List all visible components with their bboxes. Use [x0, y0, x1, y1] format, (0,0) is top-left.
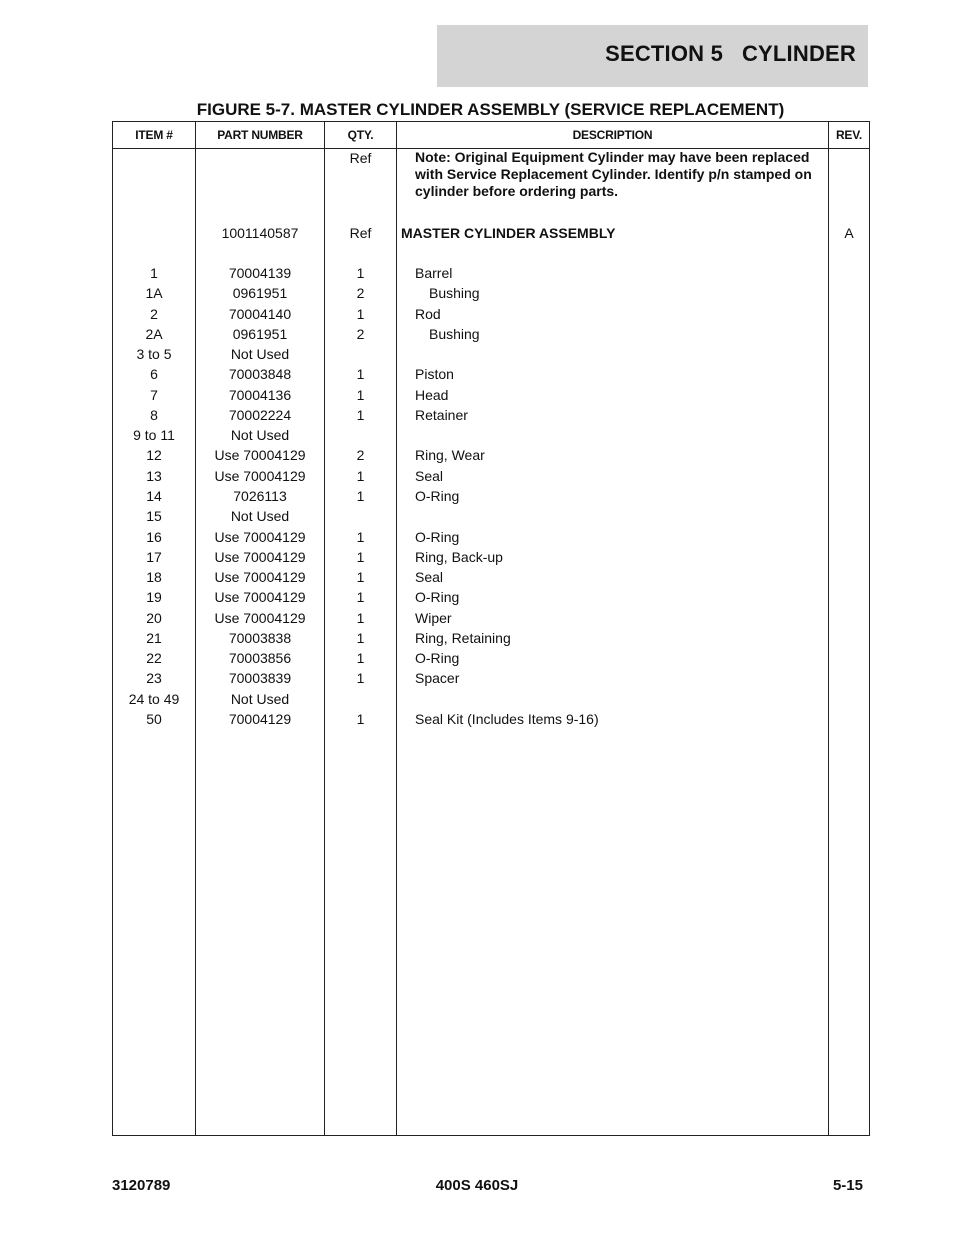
table-row: [113, 285, 869, 305]
note-text: Note: Original Equipment Cylinder may have been replaced with Service Replacement Cylinder. Identify p/n stamped on cylinder before ordering parts.: [415, 149, 812, 199]
header-item: ITEM #: [135, 128, 173, 142]
footer-page-number: 5-15: [832, 1177, 863, 1194]
item-cell: 21: [146, 629, 162, 646]
table-row: [113, 468, 869, 488]
description-cell: Spacer: [415, 670, 460, 687]
table-row: [113, 589, 869, 609]
item-cell: 24 to 49: [128, 690, 180, 707]
part-number-cell: 70003838: [228, 629, 292, 646]
qty-cell: 1: [356, 305, 365, 322]
table-row: [113, 326, 869, 346]
qty-cell: 1: [356, 528, 365, 545]
part-number-cell: Not Used: [230, 508, 290, 525]
item-cell: 23: [146, 670, 162, 687]
description-cell: Barrel: [415, 265, 453, 281]
qty-cell: 2: [356, 285, 365, 302]
qty-cell: 1: [356, 386, 365, 403]
footer-model: 400S 460SJ: [435, 1177, 519, 1194]
item-cell: 19: [146, 589, 162, 606]
table-row: [113, 366, 869, 386]
assembly-part: 1001140587: [221, 225, 299, 241]
description-cell: O-Ring: [415, 650, 460, 667]
qty-cell: 1: [356, 589, 365, 606]
qty-cell: 1: [356, 548, 365, 565]
note-qty: Ref: [349, 150, 372, 166]
qty-cell: 1: [356, 670, 365, 687]
header-rev: REV.: [835, 128, 863, 142]
part-number-cell: Use 70004129: [214, 589, 306, 606]
assembly-rev: A: [844, 225, 854, 241]
header-part-number: PART NUMBER: [217, 128, 303, 142]
header-description: DESCRIPTION: [572, 128, 653, 142]
qty-cell: 1: [356, 265, 365, 281]
item-cell: 7: [150, 386, 158, 403]
table-row: [113, 407, 869, 427]
table-row: [113, 569, 869, 589]
qty-cell: 2: [356, 447, 365, 464]
header-qty: QTY.: [347, 128, 374, 142]
item-cell: 17: [146, 548, 162, 565]
item-cell: 9 to 11: [133, 427, 175, 444]
item-cell: 2: [150, 305, 158, 322]
item-cell: 6: [150, 366, 158, 383]
qty-cell: 1: [356, 650, 365, 667]
table-row: [113, 630, 869, 650]
table-row: [113, 529, 869, 549]
table-row: [113, 346, 869, 366]
part-number-cell: 0961951: [232, 285, 288, 302]
part-number-cell: 70004136: [228, 386, 292, 403]
part-number-cell: 70004129: [228, 710, 292, 727]
item-cell: 13: [146, 467, 162, 484]
part-number-cell: Use 70004129: [214, 528, 306, 545]
table-row: [113, 549, 869, 569]
description-cell: Seal Kit (Includes Items 9-16): [415, 710, 599, 727]
assembly-qty: Ref: [349, 225, 372, 241]
description-cell: Bushing: [429, 325, 480, 342]
qty-cell: 1: [356, 569, 365, 586]
table-row: [113, 508, 869, 528]
table-row: [113, 488, 869, 508]
qty-cell: 1: [356, 488, 365, 504]
item-cell: 22: [146, 650, 162, 667]
table-row: [113, 691, 869, 711]
table-row: [113, 427, 869, 447]
item-cell: 14: [146, 488, 162, 504]
assembly-row: [113, 225, 869, 245]
part-number-cell: Use 70004129: [214, 569, 306, 586]
part-number-cell: 0961951: [232, 325, 288, 342]
part-number-cell: Not Used: [230, 427, 290, 444]
table-row: [113, 670, 869, 690]
figure-title: FIGURE 5-7. MASTER CYLINDER ASSEMBLY (SERVICE REPLACEMENT): [196, 100, 785, 119]
part-number-cell: 70003848: [228, 366, 292, 383]
item-cell: 15: [146, 508, 162, 525]
description-cell: Bushing: [429, 285, 480, 302]
item-cell: 1: [150, 265, 158, 281]
qty-cell: 1: [356, 710, 365, 727]
description-cell: Ring, Back-up: [415, 548, 503, 565]
description-cell: Head: [415, 386, 449, 403]
part-number-cell: 70003856: [228, 650, 292, 667]
part-number-cell: Use 70004129: [214, 467, 306, 484]
description-cell: Ring, Wear: [415, 447, 485, 464]
description-cell: Piston: [415, 366, 454, 383]
qty-cell: 1: [356, 366, 365, 383]
qty-cell: 1: [356, 467, 365, 484]
description-cell: O-Ring: [415, 528, 460, 545]
description-cell: Seal: [415, 569, 444, 586]
table-row: [113, 610, 869, 630]
footer-doc-number: 3120789: [112, 1177, 171, 1194]
description-cell: Ring, Retaining: [415, 629, 511, 646]
part-number-cell: Use 70004129: [214, 609, 306, 626]
qty-cell: 2: [356, 325, 365, 342]
part-number-cell: Not Used: [230, 346, 290, 363]
part-number-cell: 7026113: [233, 488, 287, 504]
parts-table: [112, 121, 870, 1136]
item-cell: 16: [146, 528, 162, 545]
item-cell: 2A: [145, 325, 163, 342]
description-cell: O-Ring: [415, 488, 460, 504]
table-row: [113, 650, 869, 670]
qty-cell: 1: [356, 609, 365, 626]
table-row: [113, 265, 869, 285]
table-row: [113, 447, 869, 467]
description-cell: O-Ring: [415, 589, 460, 606]
qty-cell: 1: [356, 629, 365, 646]
item-cell: 18: [146, 569, 162, 586]
item-cell: 20: [146, 609, 162, 626]
description-cell: Wiper: [415, 609, 452, 626]
section-title: SECTION 5 CYLINDER: [605, 41, 856, 66]
part-number-cell: 70003839: [228, 670, 292, 687]
item-cell: 1A: [145, 285, 163, 302]
table-row: [113, 306, 869, 326]
item-cell: 12: [146, 447, 162, 464]
part-number-cell: Use 70004129: [214, 548, 306, 565]
section-header: [437, 25, 868, 87]
description-cell: Seal: [415, 467, 444, 484]
item-cell: 50: [146, 710, 162, 727]
item-cell: 3 to 5: [136, 346, 172, 363]
description-cell: Rod: [415, 305, 441, 322]
assembly-description: MASTER CYLINDER ASSEMBLY: [401, 225, 616, 241]
table-row: [113, 711, 869, 731]
part-number-cell: 70002224: [228, 406, 292, 423]
part-number-cell: Use 70004129: [214, 447, 306, 464]
qty-cell: 1: [356, 406, 365, 423]
table-row: [113, 387, 869, 407]
part-number-cell: 70004140: [228, 305, 292, 322]
item-cell: 8: [150, 406, 158, 423]
part-number-cell: Not Used: [230, 690, 290, 707]
part-number-cell: 70004139: [228, 265, 292, 281]
description-cell: Retainer: [415, 406, 468, 423]
